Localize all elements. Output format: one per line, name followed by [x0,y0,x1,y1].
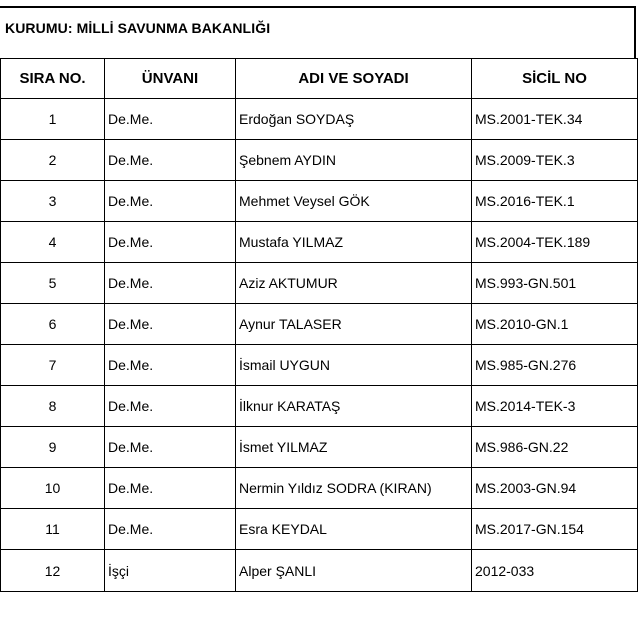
header-sicil-no: SİCİL NO [472,59,638,99]
cell-sira-no: 9 [1,427,105,468]
cell-sira-no: 5 [1,263,105,304]
cell-sicil-no: MS.2001-TEK.34 [472,99,638,140]
cell-sicil-no: MS.2016-TEK.1 [472,181,638,222]
cell-unvani: De.Me. [105,345,236,386]
header-adi-soyadi: ADI VE SOYADI [236,59,472,99]
cell-adi-soyadi: Esra KEYDAL [236,509,472,550]
cell-sira-no: 7 [1,345,105,386]
cell-adi-soyadi: Erdoğan SOYDAŞ [236,99,472,140]
cell-adi-soyadi: Aynur TALASER [236,304,472,345]
cell-unvani: De.Me. [105,222,236,263]
cell-sicil-no: MS.2014-TEK-3 [472,386,638,427]
cell-unvani: De.Me. [105,509,236,550]
cell-adi-soyadi: Aziz AKTUMUR [236,263,472,304]
header-unvani: ÜNVANI [105,59,236,99]
table-row [1,181,638,222]
cell-unvani: De.Me. [105,304,236,345]
cell-sicil-no: MS.2017-GN.154 [472,509,638,550]
cell-unvani: İşçi [105,550,236,592]
table-row [1,427,638,468]
cell-unvani: De.Me. [105,468,236,509]
cell-adi-soyadi: Alper ŞANLI [236,550,472,592]
table-header-row [1,59,638,99]
cell-sicil-no: MS.2004-TEK.189 [472,222,638,263]
cell-sicil-no: 2012-033 [472,550,638,592]
cell-sira-no: 8 [1,386,105,427]
cell-sira-no: 12 [1,550,105,592]
cell-adi-soyadi: Mustafa YILMAZ [236,222,472,263]
cell-sira-no: 4 [1,222,105,263]
cell-sira-no: 3 [1,181,105,222]
table-row [1,468,638,509]
cell-unvani: De.Me. [105,263,236,304]
table-row [1,509,638,550]
table-row [1,222,638,263]
cell-adi-soyadi: Şebnem AYDIN [236,140,472,181]
cell-adi-soyadi: Nermin Yıldız SODRA (KIRAN) [236,468,472,509]
cell-adi-soyadi: İsmail UYGUN [236,345,472,386]
cell-sicil-no: MS.2003-GN.94 [472,468,638,509]
cell-adi-soyadi: İlknur KARATAŞ [236,386,472,427]
cell-sicil-no: MS.2010-GN.1 [472,304,638,345]
cell-adi-soyadi: Mehmet Veysel GÖK [236,181,472,222]
cell-unvani: De.Me. [105,99,236,140]
cell-sicil-no: MS.985-GN.276 [472,345,638,386]
cell-sicil-no: MS.986-GN.22 [472,427,638,468]
cell-adi-soyadi: İsmet YILMAZ [236,427,472,468]
table-row [1,263,638,304]
cell-unvani: De.Me. [105,181,236,222]
table-row [1,140,638,181]
table-row [1,345,638,386]
header-sira-no: SIRA NO. [1,59,105,99]
table-row [1,99,638,140]
cell-unvani: De.Me. [105,386,236,427]
table-row [1,550,638,592]
cell-sicil-no: MS.993-GN.501 [472,263,638,304]
cell-sira-no: 6 [1,304,105,345]
cell-unvani: De.Me. [105,140,236,181]
cell-sira-no: 11 [1,509,105,550]
institution-header [0,6,636,58]
cell-sira-no: 1 [1,99,105,140]
cell-unvani: De.Me. [105,427,236,468]
cell-sira-no: 2 [1,140,105,181]
institution-label: KURUMU: MİLLİ SAVUNMA BAKANLIĞI [5,20,271,36]
cell-sira-no: 10 [1,468,105,509]
table-row [1,304,638,345]
personnel-table [0,58,638,592]
table-row [1,386,638,427]
cell-sicil-no: MS.2009-TEK.3 [472,140,638,181]
